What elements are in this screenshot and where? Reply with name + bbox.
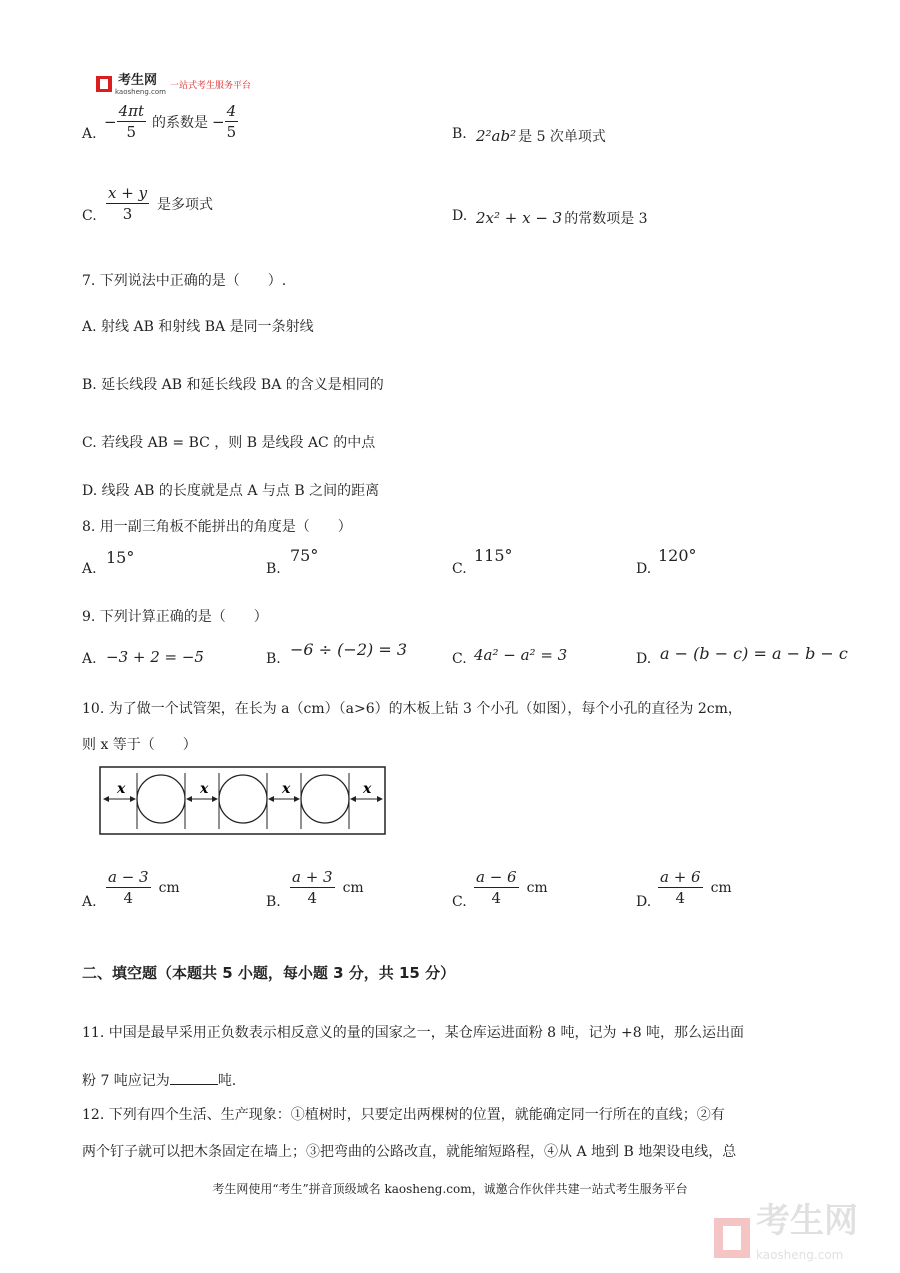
section-title: 二、填空题（本题共 5 小题，每小题 3 分，共 15 分） bbox=[82, 964, 456, 982]
q9-stem: 9. 下列计算正确的是（ ） bbox=[82, 609, 268, 625]
q9-d-label: D. bbox=[636, 651, 652, 667]
q10-diagram bbox=[98, 765, 388, 841]
q7-option-a: A. 射线 AB 和射线 BA 是同一条射线 bbox=[82, 319, 314, 335]
q9-b-label: B. bbox=[266, 651, 281, 667]
q10-c-label: C. bbox=[452, 894, 467, 910]
q7-stem: 7. 下列说法中正确的是（ ）. bbox=[82, 273, 287, 289]
q7-option-c: C. 若线段 AB = BC ，则 B 是线段 AC 的中点 bbox=[82, 435, 376, 451]
gap-label-1: x bbox=[117, 781, 126, 797]
q10-b-label: B. bbox=[266, 894, 281, 910]
q8-stem: 8. 用一副三角板不能拼出的角度是（ ） bbox=[82, 519, 352, 535]
q10-a-label: A. bbox=[82, 894, 97, 910]
q8-c-label: C. bbox=[452, 561, 467, 577]
q6-c-fraction: $\frac{x + y}{3}$ bbox=[108, 184, 148, 223]
q8-a-value: 15° bbox=[106, 548, 135, 567]
q9-c-value: 4a² − a² = 3 bbox=[474, 646, 568, 664]
q10-option-b: $\frac{a + 3}{4}$ cm bbox=[292, 868, 364, 907]
q8-c-value: 115° bbox=[474, 546, 513, 565]
q8-d-label: D. bbox=[636, 561, 652, 577]
logo-brand: 考生网 bbox=[118, 73, 158, 88]
page-footer: 考生网使用“考生”拼音顶级域名 kaosheng.com，诚邀合作伙伴共建一站式考生服务平台 bbox=[212, 1182, 688, 1196]
test-tube-rack-diagram bbox=[98, 765, 388, 837]
q11-line2: 粉 7 吨应记为 吨. bbox=[82, 1073, 237, 1089]
q10-stem-line1: 10. 为了做一个试管架，在长为 a（cm）（a>6）的木板上钻 3 个小孔（如图），每个小孔的直径为 2cm， bbox=[82, 701, 742, 717]
q9-d-value: a − (b − c) = a − b − c bbox=[660, 644, 848, 663]
q11-answer-blank[interactable] bbox=[170, 1072, 218, 1085]
q6-c-label: C. bbox=[82, 208, 97, 224]
q8-b-value: 75° bbox=[290, 546, 319, 565]
q6-option-d: 2x² + x − 3 的常数项是 3 bbox=[476, 209, 648, 227]
q6-d-label: D. bbox=[452, 208, 468, 224]
q9-a-label: A. bbox=[82, 651, 97, 667]
gap-label-3: x bbox=[282, 781, 291, 797]
q6-a-fraction: $\frac{4\pi t}{5}$ bbox=[118, 102, 145, 141]
q10-stem-line2: 则 x 等于（ ） bbox=[82, 737, 197, 753]
q7-option-b: B. 延长线段 AB 和延长线段 BA 的含义是相同的 bbox=[82, 377, 384, 393]
q8-b-label: B. bbox=[266, 561, 281, 577]
q10-option-a: $\frac{a - 3}{4}$ cm bbox=[108, 868, 180, 907]
q6-a-label: A. bbox=[82, 126, 97, 142]
q10-option-d: $\frac{a + 6}{4}$ cm bbox=[660, 868, 732, 907]
gap-label-4: x bbox=[363, 781, 372, 797]
q8-a-label: A. bbox=[82, 561, 97, 577]
watermark-text: 考生网 bbox=[756, 1201, 858, 1241]
q7-option-d: D. 线段 AB 的长度就是点 A 与点 B 之间的距离 bbox=[82, 483, 380, 499]
logo-url: kaosheng.com bbox=[115, 88, 166, 96]
q11-line1: 11. 中国是最早采用正负数表示相反意义的量的国家之一，某仓库运进面粉 8 吨，记为 +8 吨，那么运出面 bbox=[82, 1025, 745, 1041]
q8-d-value: 120° bbox=[658, 546, 697, 565]
q6-a-text: 的系数是 bbox=[152, 114, 209, 131]
watermark-logo-icon bbox=[714, 1218, 750, 1258]
q9-a-value: −3 + 2 = −5 bbox=[106, 648, 204, 666]
q9-b-value: −6 ÷ (−2) = 3 bbox=[290, 640, 407, 659]
watermark bbox=[714, 1201, 858, 1272]
q12-line2: 两个钉子就可以把木条固定在墙上；③把弯曲的公路改直，就能缩短路程，④从 A 地到 B 地架设电线，总 bbox=[82, 1144, 737, 1160]
brand-logo bbox=[96, 72, 251, 96]
q6-option-a: − $\frac{4\pi t}{5}$ 的系数是 − $\frac{4}{5}$ bbox=[104, 102, 237, 141]
q6-b-label: B. bbox=[452, 126, 467, 142]
q9-c-label: C. bbox=[452, 651, 467, 667]
watermark-url: kaosheng.com bbox=[756, 1248, 844, 1262]
q10-option-c: $\frac{a - 6}{4}$ cm bbox=[476, 868, 548, 907]
q12-line1: 12. 下列有四个生活、生产现象：①植树时，只要定出两棵树的位置，就能确定同一行所在的直线；②有 bbox=[82, 1107, 725, 1123]
logo-icon bbox=[96, 76, 112, 92]
board-rect bbox=[100, 767, 385, 834]
logo-slogan: 一站式考生服务平台 bbox=[169, 80, 251, 91]
q6-option-c: $\frac{x + y}{3}$ 是多项式 bbox=[108, 184, 214, 223]
q6-a-value: $\frac{4}{5}$ bbox=[226, 102, 237, 141]
gap-label-2: x bbox=[200, 781, 209, 797]
q6-option-b: 2²ab² 是 5 次单项式 bbox=[476, 127, 606, 145]
q10-d-label: D. bbox=[636, 894, 652, 910]
